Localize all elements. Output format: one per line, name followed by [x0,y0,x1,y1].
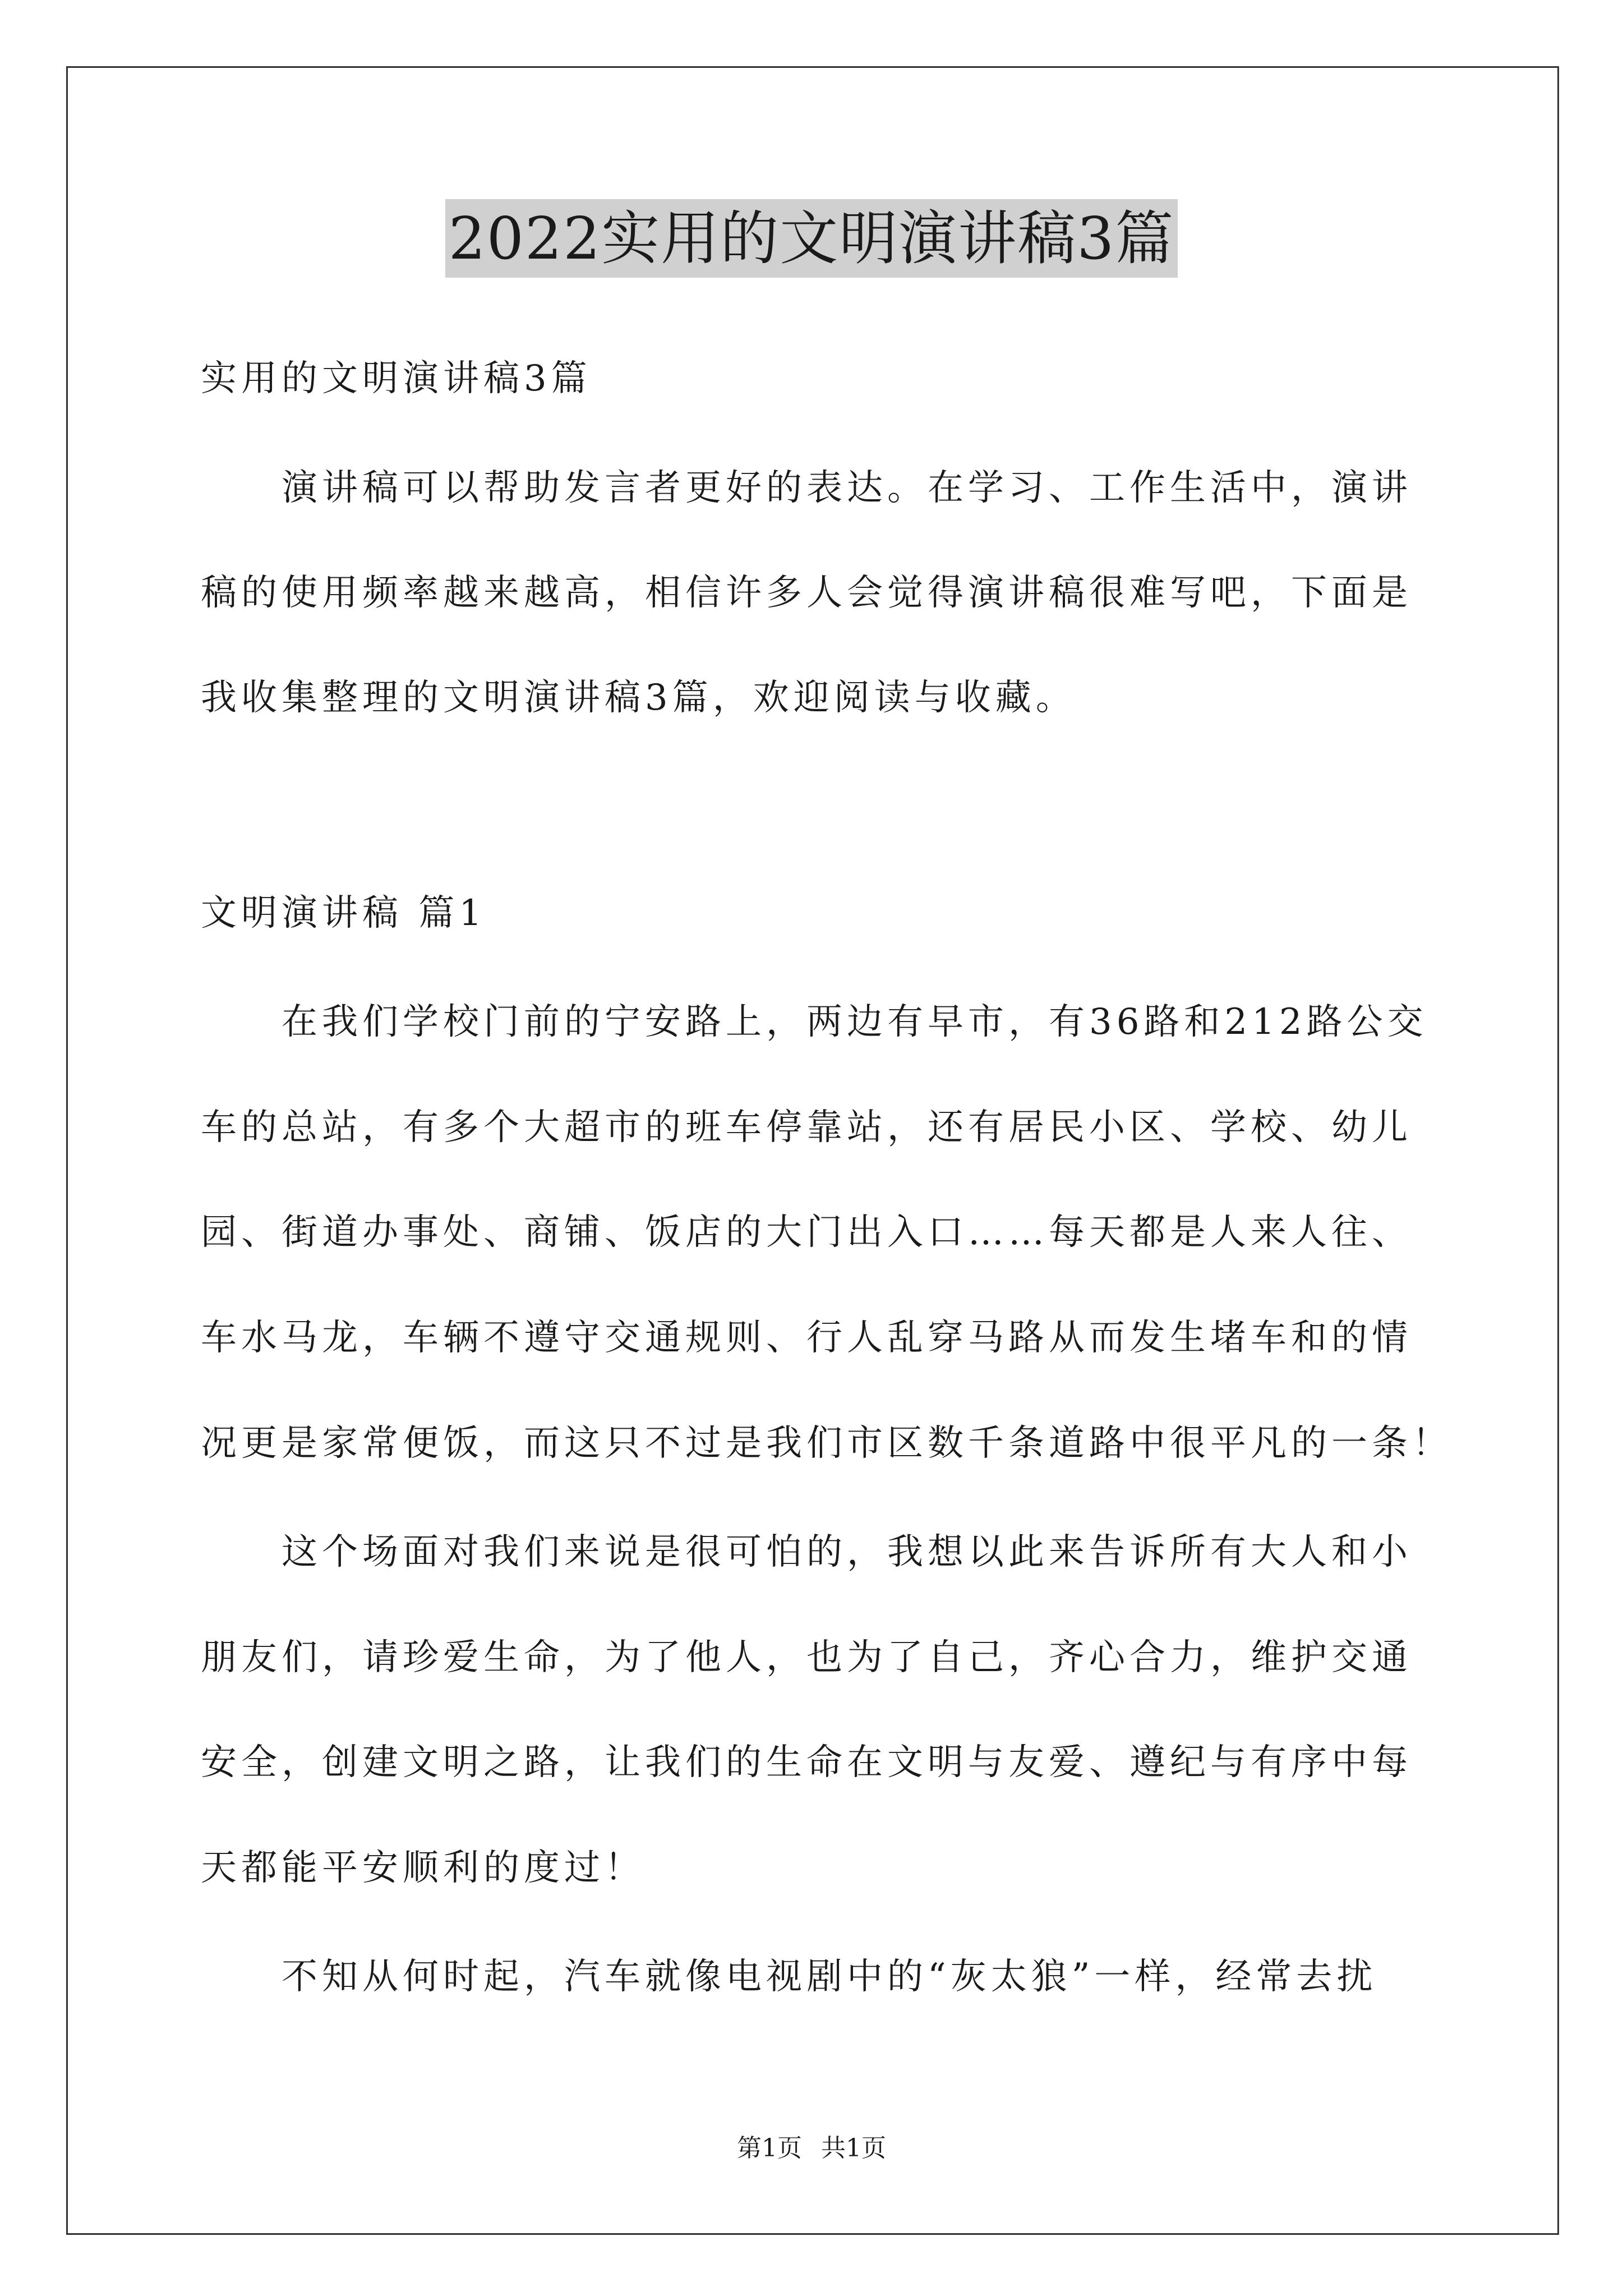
paragraph-line: 况更是家常便饭，而这只不过是我们市区数千条道路中很平凡的一条！ [201,1423,1453,1464]
paragraph-line: 园、街道办事处、商铺、饭店的大门出入口……每天都是人来人往、 [201,1212,1412,1253]
page-number: 第1页 [737,2134,802,2162]
paragraph-line: 朋友们，请珍爱生命，为了他人，也为了自己，齐心合力，维护交通 [201,1637,1412,1678]
page-footer [0,2132,1623,2165]
paragraph-line: 安全，创建文明之路，让我们的生命在文明与友爱、遵纪与有序中每 [201,1742,1412,1783]
paragraph-line: 不知从何时起，汽车就像电视剧中的“灰太狼”一样，经常去扰 [201,1956,1377,1998]
intro-line: 演讲稿可以帮助发言者更好的表达。在学习、工作生活中，演讲 [201,467,1412,509]
document-title: 2022实用的文明演讲稿3篇 [445,199,1178,278]
paragraph-line: 在我们学校门前的宁安路上，两边有早市，有36路和212路公交 [201,1001,1428,1043]
subtitle: 实用的文明演讲稿3篇 [201,358,592,399]
paragraph-line: 车的总站，有多个大超市的班车停靠站，还有居民小区、学校、幼儿 [201,1107,1412,1148]
paragraph-line: 这个场面对我们来说是很可怕的，我想以此来告诉所有大人和小 [201,1531,1412,1573]
section-heading: 文明演讲稿 篇1 [201,892,487,934]
paragraph-line: 车水马龙，车辆不遵守交通规则、行人乱穿马路从而发生堵车和的情 [201,1317,1412,1359]
intro-line: 我收集整理的文明演讲稿3篇，欢迎阅读与收藏。 [201,677,1076,719]
paragraph-line: 天都能平安顺利的度过！ [201,1847,645,1889]
title-wrap [0,199,1623,278]
intro-line: 稿的使用频率越来越高，相信许多人会觉得演讲稿很难写吧，下面是 [201,572,1412,614]
page-total: 共1页 [821,2134,886,2162]
